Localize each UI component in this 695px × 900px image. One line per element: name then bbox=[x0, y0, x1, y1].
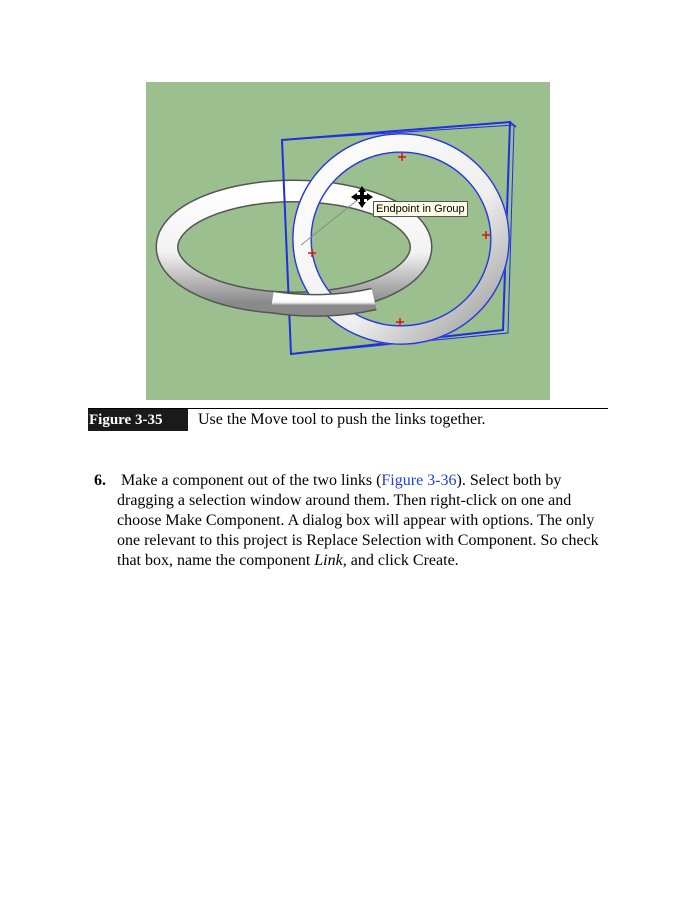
figure-caption: Use the Move tool to push the links together. bbox=[198, 411, 486, 428]
step-italic-word: Link, bbox=[314, 552, 347, 569]
chain-links-illustration bbox=[146, 82, 550, 400]
step-text-middle: ). Select both by dragging a selection window around them. Then right-click on one and choose Make Component. A dialog box will appear with options. The only one relevant to this project is Replace Selection with Component. So check that box, name the component bbox=[117, 472, 599, 569]
step-text-end: and click Create. bbox=[346, 552, 459, 569]
step-number: 6. bbox=[94, 472, 106, 489]
figure-label: Figure 3-35 bbox=[88, 409, 188, 431]
selection-box bbox=[282, 122, 510, 354]
step-paragraph bbox=[94, 471, 614, 571]
figure-link[interactable]: Figure 3-36 bbox=[381, 472, 457, 489]
step-text-start: Make a component out of the two links ( bbox=[121, 472, 382, 489]
inference-tooltip: Endpoint in Group bbox=[373, 201, 468, 217]
figure-image bbox=[146, 82, 550, 400]
